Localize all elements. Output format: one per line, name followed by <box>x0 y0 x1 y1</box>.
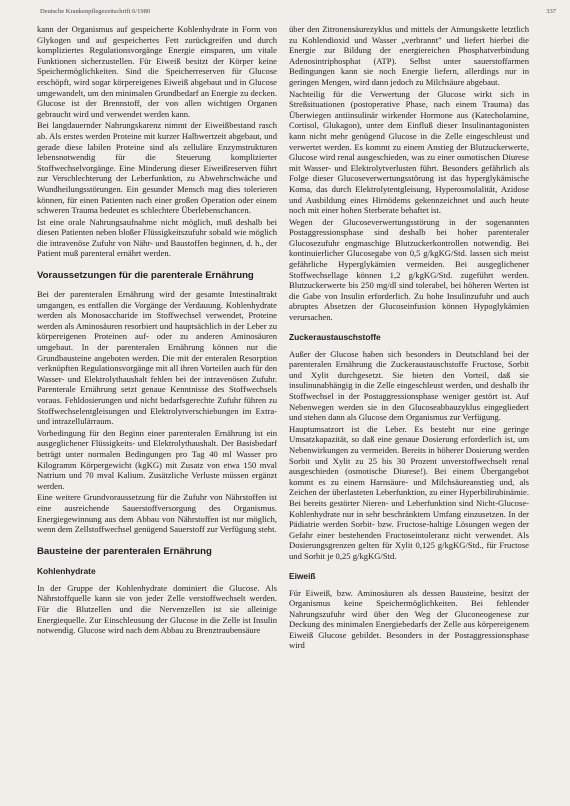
subsection-heading: Zuckeraustauschstoffe <box>289 331 381 342</box>
paragraph: Für Eiweiß, bzw. Aminosäuren als dessen Bausteine, besitzt der Organismus keine Speichermöglichkeiten. Bei fehlender Nahrungszufuhr wird über den Weg der Gluconeogenese zur Deckung des minimalen Energiebedarfs der Zelle aus körpereigenem Eiweiß Glucose gebildet. Besonders in der Postaggressionsphase wird <box>289 587 529 651</box>
paragraph: Nachteilig für die Verwertung der Glucose wirkt sich in Streßsituationen (postoperative Phase, nach einem Trauma) das Überwiegen antiinsulinär wirkender Hormone aus (Katecholamine, Cortisol, Glukagon), unter dem Einfluß dieser Insulinantagonisten kann nicht mehr genügend Glucose in die Zelle eingeschleust und verwertet werden. Es kommt zu einem Anstieg der Blutzuckerwerte, Glucose wird renal ausgeschieden, was zu einer osmotischen Diurese mit Wasser- und Elektrolytverlusten führt. Besonders gefährlich als Folge dieser Glucoseverwertungsstörung ist das hyperglykämische Koma, das durch Elektrolytentgleisung, Hyperosmolalität, Azidose und Ausbildung eines Hirnödems gekennzeichnet und auch heute noch mit einer hohen Sterberate behaftet ist. <box>289 88 529 216</box>
paragraph: Ist eine orale Nahrungsaufnahme nicht möglich, muß deshalb bei diesen Patienten neben bloßer Flüssigkeitszufuhr sobald wie möglich die intravenöse Zufuhr von Nähr- und Baustoffen beginnen, d. h., der Patient muß parenteral ernährt werden. <box>37 216 277 259</box>
paragraph: Bei langdauernder Nahrungskarenz nimmt der Eiweißbestand rasch ab. Als erstes werden Proteine mit kurzer Halbwertzeit abgebaut, und gerade diese labilen Proteine sind als zelluläre Enzymstrukturen lebensnotwendig für die Steuerung komplizierter Stoffwechselvorgänge. Eine Minderung dieser Eiweißreserven führt zur Verschlechterung der Leberfunktion, zu Abwehrschwäche und Wundheilungsstörungen. Ein gesunder Mensch mag dies tolerieren können, für einen Patienten nach einer großen Operation oder einem schweren Trauma bedeutet es schlechtere Überlebenschancen. <box>37 120 277 216</box>
paragraph: kann der Organismus auf gespeicherte Kohlenhydrate in Form von Glykogen und auf gespeichertes Fett zurückgreifen und durch kompliziertes Regulationsvorgänge Energie einsparen, um vitale Funktionen sicherzustellen. Für Eiweiß besitzt der Körper keine Speichermöglichkeiten. Sind die Speicherreserven für Glucose erschöpft, wird sogar körpereigenes Eiweiß abgebaut und in Glucose umgewandelt, um den minimalen Grundbedarf an Energie zu decken. Glucose ist der Brennstoff, der von allen wichtigen Organen gebraucht wird und verwendet werden kann. <box>37 24 277 119</box>
journal-title: Deutsche Krankenpflegezeitschrift 6/1980 <box>40 8 151 15</box>
left-column <box>37 24 277 637</box>
paragraph: Wegen der Glucoseverwertungsstörung in der sogenannten Postaggressionsphase sind deshalb bei hoher parenteraler Glucosezufuhr engmaschige Blutzuckerkontrollen notwendig. Bei kontinuierlicher Glucosegabe von 0,5 g/kgKG/Std. lassen sich meist gefährliche Hyperglykämien vermeiden. Bei ausgeglichener Stoffwechsellage können 1,2 g/kgKG/Std. zugeführt werden. Blutzuckerwerte bis 250 mg/dl sind tolerabel, bei höheren Werten ist die Gabe von Insulin erforderlich. Zu hohe Insulinzufuhr und auch abruptes Absetzen der Glucoseinfusion können Hypoglykämien verursachen. <box>289 216 529 323</box>
paragraph: Bei der parenteralen Ernährung wird der gesamte Intestinaltrakt umgangen, es entfallen die Vorgänge der Verdauung. Kohlenhydrate werden als Monosaccharide im Stoffwechsel verwendet, Proteine werden als Aminosäuren resorbiert und hauptsächlich in der Leber zu körpereigenen Proteinen auf- oder zu anderen Aminosäuren umgebaut. In der parenteralen Ernährung können nur die Grundbausteine angeboten werden. Die mit der enteralen Resorption verknüpften Regulationsvorgänge mit all ihren Vorteilen auch für den Wasser- und Elektrolythaushalt fehlen bei der intravenösen Zufuhr. Parenterale Ernährung setzt genaue Kenntnisse des Stoffwechsels voraus. Fehldosierungen und nicht bedarfsgerechte Zufuhr führen zu Stoffwechselentgleisungen und Elektrolytverschiebungen im Extra- und intrazellulärraum. <box>37 289 277 427</box>
right-column <box>289 24 529 652</box>
section-heading: Voraussetzungen für die parenterale Ernährung <box>37 270 254 282</box>
paragraph: Vorbedingung für den Beginn einer parenteralen Ernährung ist ein ausgeglichener Flüssigkeits- und Elektrolythaushalt. Der Basisbedarf beträgt unter normalen Bedingungen pro Tag 40 ml Wasser pro Kilogramm Körpergewicht (kgKG) mit Zusatz von etwa 150 mval Natrium und 70 mval Kalium. Zusätzliche Verluste müssen ergänzt werden. <box>37 427 277 491</box>
paragraph: Außer der Glucose haben sich besonders in Deutschland bei der parenteralen Ernährung die Zuckeraustauschstoffe Fructose, Sorbit und Xylit durchgesetzt. Sie bieten den Vorteil, daß sie insulinunabhängig in die Zelle eingeschleust werden, und deshalb ihr Stoffwechsel in der Postaggressionsphase weniger gestört ist. Auf Nebenwegen werden sie in den Glucoseabbauzyklus eingegliedert und stehen dann als Glucose dem Organismus zur Verfügung. <box>289 348 529 423</box>
paragraph: Eine weitere Grundvoraussetzung für die Zufuhr von Nährstoffen ist eine ausreichende Sauerstoffversorgung des Organismus. Energiegewinnung aus dem Abbau von Nährstoffen ist nur möglich, wenn dem Zellstoffwechsel genügend Sauerstoff zur Verfügung steht. <box>37 492 277 535</box>
page-header <box>40 8 556 18</box>
paragraph: Hauptumsatzort ist die Leber. Es besteht nur eine geringe Umsatzkapazität, so daß eine genaue Dosierung erforderlich ist, um Nebenwirkungen zu vermeiden. Bereits in höherer Dosierung werden Sorbit und Xylit zu 25 bis 30 Prozent unverstoffwechselt renal ausgeschieden (osmotische Diurese!). Bei einem Übergangebot kommt es zu einem Harnsäure- und Milchsäureanstieg und, als Zeichen der überlasteten Leberfunktion, zu einer Hyperbilirubinämie. Bei bereits gestörter Nieren- und Leberfunktion sind Nicht-Glucose-Kohlenhydrate nur in sehr beschränktem Umfang einzusetzen. In der Pädiatrie werden Sorbit- bzw. Fructose-haltige Lösungen wegen der Gefahr einer bestehenden Fructoseintoleranz nicht verwendet. Als Dosierungsgrenzen gelten für Xylit 0,125 g/kgKG/Std., für Fructose und Sorbit je 0,25 g/kgKG/Std. <box>289 423 529 561</box>
subsection-heading: Kohlenhydrate <box>37 565 96 576</box>
section-heading: Bausteine der parenteralen Ernährung <box>37 545 212 557</box>
page-number: 337 <box>546 8 556 15</box>
paragraph: über den Zitronensäurezyklus und mittels der Atmungskette letztlich zu Kohlendioxid und Wasser „verbrannt" und liefert hierbei die Energie zur Bildung der energiereichen Phosphatverbindung Adenosintriphosphat (ATP). Selbst unter sauerstoffarmen Bedingungen kann sie noch Energie liefern, allerdings nur in geringen Mengen, wird dann jedoch zu Milchsäure abgebaut. <box>289 24 529 87</box>
subsection-heading: Eiweiß <box>289 570 316 581</box>
paragraph: In der Gruppe der Kohlenhydrate dominiert die Glucose. Als Nährstoffquelle kann sie von jeder Zelle verstoffwechselt werden. Für die Blutzellen und die Nervenzellen ist sie alleinige Energiequelle. Zur Einschleusung der Glucose in die Zelle ist Insulin notwendig. Glucose wird nach dem Abbau zu Brenztraubensäure <box>37 582 277 636</box>
